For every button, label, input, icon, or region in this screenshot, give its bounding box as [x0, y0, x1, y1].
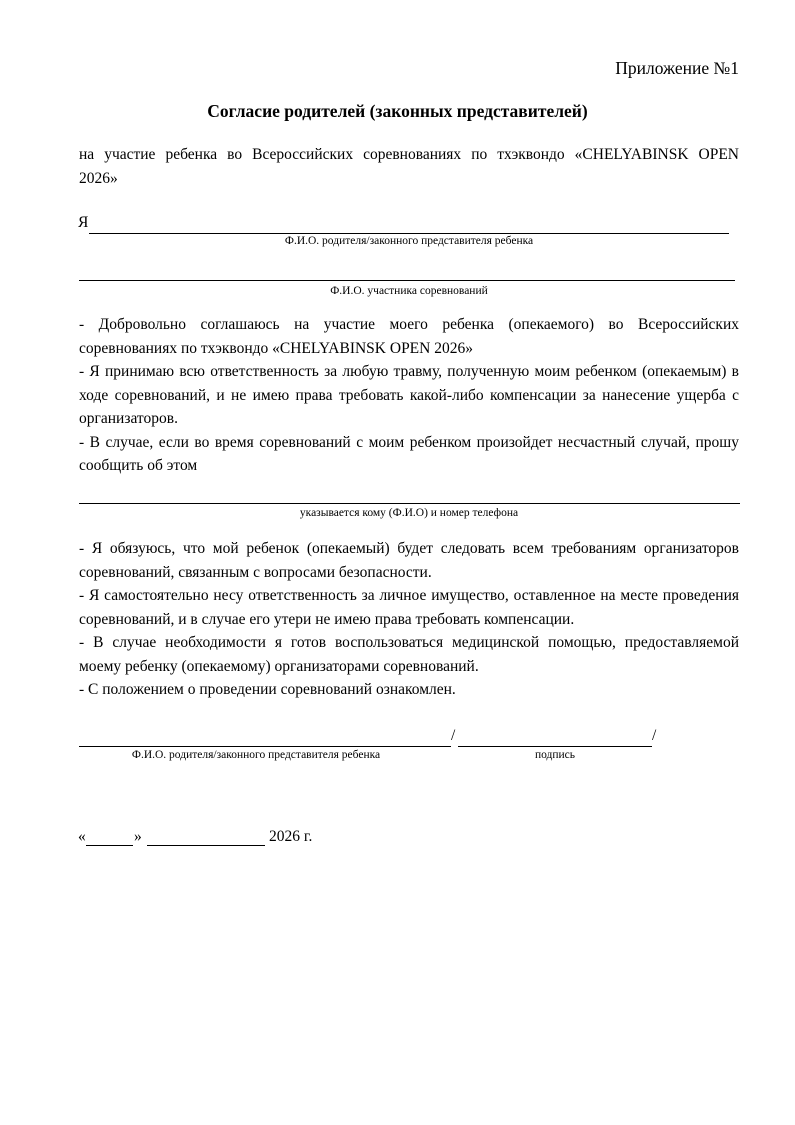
emergency-contact-caption: указывается кому (Ф.И.О) и номер телефона — [299, 507, 519, 519]
parent-fio-caption: Ф.И.О. родителя/законного представителя ребенка — [284, 235, 534, 247]
date-year: 2026 г. — [269, 828, 313, 845]
obligations-section — [79, 537, 739, 702]
participant-fio-caption: Ф.И.О. участника соревнований — [330, 285, 488, 297]
emergency-contact-field[interactable] — [79, 503, 740, 504]
intro-line-1: на участие ребенка во Всероссийских соревнованиях по тхэквондо «CHELYABINSK OPEN — [79, 146, 739, 163]
signature-caption: подпись — [534, 749, 576, 761]
consent-item-2: - Я принимаю всю ответственность за любую травму, полученную моим ребенком (опекаемым) в ходе соревнований, и не имею права требовать какой-либо компенсации за нанесение ущерба с организаторов. — [79, 363, 739, 427]
signature-field[interactable] — [458, 746, 652, 747]
date-close-quote: » — [134, 828, 142, 845]
participant-fio-field[interactable] — [79, 280, 735, 281]
consent-section — [79, 313, 739, 478]
attachment-label: Приложение №1 — [615, 58, 739, 78]
signature-slash-1: / — [451, 727, 456, 744]
intro-line-2: 2026» — [79, 169, 118, 187]
consent-item-3: - В случае, если во время соревнований с моим ребенком произойдет несчастный случай, прошу сообщить об этом — [79, 433, 739, 474]
date-month-field[interactable] — [147, 845, 265, 846]
parent-fio-field[interactable] — [89, 233, 729, 234]
intro-paragraph — [79, 143, 739, 190]
signature-slash-2: / — [652, 727, 657, 744]
obligation-item-1: - Я обязуюсь, что мой ребенок (опекаемый) будет следовать всем требованиям организаторов соревнований, связанным с вопросами безопасности. — [79, 540, 739, 581]
signer-fio-caption: Ф.И.О. родителя/законного представителя ребенка — [131, 749, 381, 761]
date-day-field[interactable] — [86, 845, 133, 846]
prefix-i: Я — [78, 214, 89, 231]
obligation-item-3: - В случае необходимости я готов воспользоваться медицинской помощью, предоставляемой моему ребенку (опекаемому) организаторами соревнований. — [79, 634, 739, 675]
signer-fio-field[interactable] — [79, 746, 451, 747]
obligation-item-2: - Я самостоятельно несу ответственность за личное имущество, оставленное на месте проведения соревнований, и в случае его утери не имею права требовать компенсации. — [79, 587, 739, 628]
document-title: Согласие родителей (законных представителей) — [207, 101, 588, 121]
consent-item-1: - Добровольно соглашаюсь на участие моего ребенка (опекаемого) во Всероссийских соревнованиях по тхэквондо «CHELYABINSK OPEN 2026» — [79, 316, 739, 357]
obligation-item-4: - С положением о проведении соревнований ознакомлен. — [79, 681, 456, 698]
date-open-quote: « — [78, 828, 86, 845]
